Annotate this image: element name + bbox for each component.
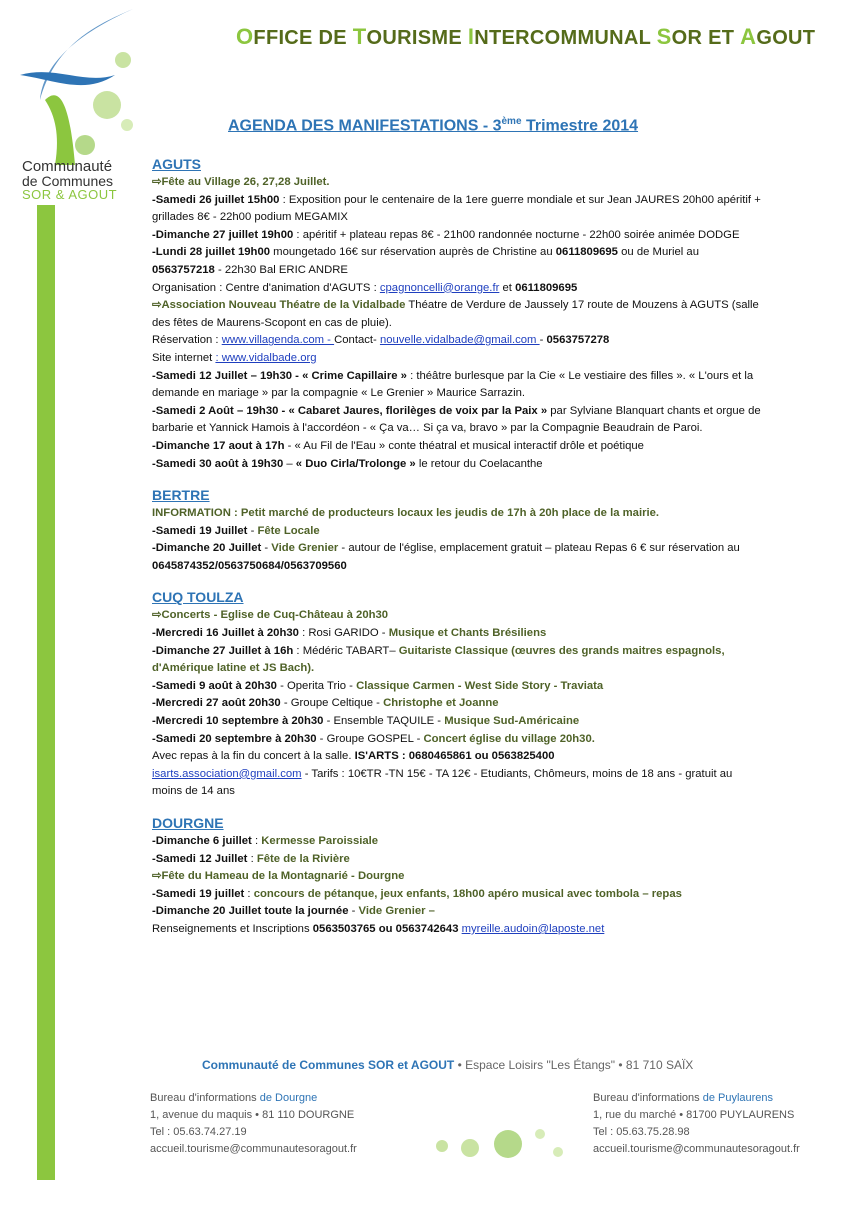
text-segment: -Samedi 12 Juillet – 19h30 - « Crime Capillaire » — [152, 369, 407, 382]
agenda-line — [152, 607, 764, 625]
agenda-sup: ème — [501, 116, 522, 127]
bureau-dourgne — [150, 1090, 357, 1158]
agenda-line — [152, 332, 764, 350]
agenda-line — [152, 748, 764, 766]
text-segment: 0563757278 — [546, 334, 610, 347]
office-title-rest: GOUT — [756, 27, 816, 49]
text-segment: 0611809695 — [555, 246, 618, 259]
text-segment: : Médéric TABART– — [293, 644, 399, 657]
text-segment: -Dimanche 20 Juillet toute la journée — [152, 905, 349, 918]
text-segment: -Dimanche 27 juillet 19h00 — [152, 228, 294, 241]
text-segment: Théatre de Verdure de Jaussely 17 route de Mouzens à AGUTS (salle des fêtes de Maurens-Scopont en cas de pluie). — [152, 299, 759, 329]
text-segment: -Samedi 19 Juillet — [152, 524, 248, 537]
text-segment: Fête Locale — [257, 524, 320, 537]
agenda-line — [152, 903, 764, 921]
text-segment: - Tarifs : 10€TR -TN 15€ - TA 12€ - Etudiants, Chômeurs, moins de 18 ans - gratuit au moins de 14 ans — [152, 767, 733, 798]
agenda-line — [152, 851, 764, 869]
agenda-content — [152, 156, 764, 953]
footer-main — [202, 1058, 693, 1072]
agenda-line — [152, 403, 764, 438]
agenda-line — [152, 921, 764, 939]
section-bertre — [152, 487, 764, 575]
office-title-initial: S — [656, 24, 672, 49]
link[interactable]: www.villagenda.com - — [221, 334, 335, 347]
text-segment: : théâtre burlesque par la Cie « Le vestiaire des filles ». « L'ours et la demande en mariage » par la compagnie « Le Grenier » Maurice Sarrazin. — [152, 369, 754, 400]
footer-circles-decoration — [432, 1122, 572, 1162]
text-segment: ⇨Concerts - Eglise de Cuq-Château à 20h30 — [152, 609, 389, 622]
text-segment: - autour de l'église, emplacement gratuit – plateau Repas 6 € sur réservation au — [338, 542, 740, 555]
text-segment: -Mercredi 27 août 20h30 — [152, 697, 281, 710]
text-segment: - — [539, 334, 547, 347]
text-segment: ou de Muriel au — [617, 246, 699, 259]
text-segment: - Groupe GOSPEL - — [316, 732, 424, 745]
bureau-puylaurens-tel: Tel : 05.63.75.28.98 — [593, 1126, 690, 1138]
text-segment: : — [244, 887, 254, 900]
office-title — [236, 24, 815, 50]
text-segment: : — [247, 852, 257, 865]
text-segment: : Rosi GARIDO - — [298, 627, 389, 640]
bureau-dourgne-email[interactable]: accueil.tourisme@communautesoragout.fr — [150, 1143, 357, 1155]
text-segment: -Dimanche 27 Juillet à 16h — [152, 644, 294, 657]
text-segment: : Exposition pour le centenaire de la 1ere guerre mondiale et sur Jean JAURES 20h00 apéritif + grillades 8€ - 22h00 podium MEGAMIX — [152, 193, 761, 224]
text-segment: : — [251, 835, 262, 847]
text-segment: ⇨Fête au Village 26, 27,28 Juillet. — [152, 176, 330, 188]
text-segment: -Lundi 28 juillet 19h00 — [152, 246, 271, 259]
agenda-line — [152, 625, 764, 643]
text-segment: -Dimanche 17 aout à 17h — [152, 439, 285, 452]
agenda-line — [152, 678, 764, 696]
agenda-line — [152, 368, 764, 403]
section-heading: BERTRE — [152, 487, 210, 504]
bureau-dourgne-place: de Dourgne — [259, 1092, 318, 1104]
agenda-line — [152, 643, 764, 678]
agenda-line — [152, 523, 764, 541]
text-segment: - Operita Trio - — [276, 679, 357, 692]
green-side-bar — [37, 205, 55, 1180]
agenda-line — [152, 540, 764, 575]
text-segment: - Groupe Celtique - — [280, 697, 384, 710]
text-segment: Kermesse Paroissiale — [261, 835, 379, 847]
section-heading: DOURGNE — [152, 815, 224, 831]
text-segment: Vide Grenier — [271, 542, 339, 555]
office-title-initial: I — [467, 24, 475, 49]
agenda-line — [152, 731, 764, 749]
text-segment: ⇨Association Nouveau Théatre de la Vidalbade — [152, 299, 406, 312]
agenda-suffix: Trimestre 2014 — [521, 117, 639, 135]
text-segment: IS'ARTS : 0680465861 ou 0563825400 — [354, 750, 555, 763]
link[interactable]: myreille.audoin@laposte.net — [461, 922, 605, 935]
text-segment: Organisation : Centre d'animation d'AGUTS : — [152, 281, 380, 294]
text-segment: -Samedi 20 septembre à 20h30 — [152, 732, 317, 745]
text-segment: 0563503765 ou 0563742643 — [312, 922, 459, 935]
logo-line-2: de Communes — [22, 173, 114, 189]
text-segment: -Samedi 9 août à 20h30 — [152, 679, 277, 692]
text-segment: - — [261, 542, 272, 555]
agenda-line — [152, 280, 764, 298]
text-segment: -Samedi 30 août à 19h30 — [152, 457, 284, 470]
agenda-line — [152, 227, 764, 245]
text-segment: Réservation : — [152, 334, 222, 347]
text-segment: INFORMATION : Petit marché de producteurs locaux les jeudis de 17h à 20h place de la mairie. — [152, 507, 660, 520]
agenda-title — [228, 116, 638, 135]
agenda-line — [152, 833, 764, 851]
text-segment: 0611809695 — [515, 281, 578, 294]
bureau-dourgne-prefix: Bureau d'informations — [150, 1092, 260, 1104]
text-segment: -Dimanche 20 Juillet — [152, 542, 262, 555]
agenda-line — [152, 886, 764, 904]
text-segment: ⇨Fête du Hameau de la Montagnarié - Dourgne — [152, 870, 405, 883]
office-title-rest: NTERCOMMUNAL — [474, 27, 657, 49]
text-segment: Site internet — [152, 351, 216, 364]
agenda-line — [152, 713, 764, 731]
text-segment: par Sylviane Blanquart chants et orgue de barbarie et Yannick Hamois à l'accordéon - « Ça va… Si ça va, bravo » par la Compagnie Beaudrain de Paroi. — [152, 404, 761, 435]
agenda-line — [152, 868, 764, 886]
text-segment: le retour du Coelacanthe — [415, 457, 543, 470]
bureau-puylaurens-address: 1, rue du marché • 81700 PUYLAURENS — [593, 1109, 795, 1121]
text-segment: - — [247, 524, 258, 537]
text-segment: 0563757218 — [152, 263, 215, 276]
section-dourgne — [152, 815, 764, 939]
office-title-initial: O — [236, 24, 254, 49]
text-segment: -Samedi 26 juillet 15h00 — [152, 193, 280, 206]
text-segment: Contact- — [334, 334, 380, 347]
logo-graphic — [15, 5, 140, 165]
office-title-initial: T — [352, 24, 367, 49]
agenda-line — [152, 766, 764, 801]
agenda-line — [152, 244, 764, 279]
bureau-dourgne-tel: Tel : 05.63.74.27.19 — [150, 1126, 247, 1138]
text-segment: -Samedi 19 juillet — [152, 887, 245, 900]
logo-line-3: SOR & AGOUT — [22, 187, 118, 202]
text-segment: -Mercredi 10 septembre à 20h30 — [152, 715, 324, 728]
logo-line-1: Communauté — [22, 158, 113, 175]
text-segment: Guitariste Classique (œuvres des grands maitres espagnols, d'Amérique latine et JS Bach). — [152, 644, 725, 675]
agenda-line — [152, 505, 764, 523]
office-title-rest: OURISME — [366, 27, 468, 49]
text-segment: - « Au Fil de l'Eau » conte théatral et musical interactif drôle et poétique — [284, 439, 644, 452]
text-segment: Fête de la Rivière — [256, 852, 350, 865]
text-segment: -Samedi 12 Juillet — [152, 852, 248, 865]
agenda-line — [152, 297, 764, 332]
text-segment: Classique Carmen - West Side Story - Traviata — [356, 679, 604, 692]
office-title-initial: A — [740, 24, 757, 49]
agenda-line — [152, 438, 764, 456]
text-segment: - Ensemble TAQUILE - — [323, 715, 445, 728]
text-segment: et — [499, 281, 516, 294]
section-aguts — [152, 156, 764, 473]
bureau-dourgne-address: 1, avenue du maquis • 81 110 DOURGNE — [150, 1109, 355, 1121]
text-segment: -Dimanche 6 juillet — [152, 835, 252, 847]
agenda-line — [152, 192, 764, 227]
text-segment: Concert église du village 20h30. — [423, 732, 595, 745]
section-heading: AGUTS — [152, 156, 201, 172]
bureau-puylaurens-email[interactable]: accueil.tourisme@communautesoragout.fr — [593, 1143, 800, 1155]
footer-org: Communauté de Communes SOR et AGOUT — [202, 1058, 455, 1072]
text-segment: moungetado 16€ sur réservation auprès de Christine au — [270, 246, 556, 259]
text-segment: Musique Sud-Américaine — [444, 715, 580, 728]
link[interactable]: nouvelle.vidalbade@gmail.com — [379, 334, 540, 347]
agenda-line — [152, 695, 764, 713]
text-segment: Renseignements et Inscriptions — [152, 922, 313, 935]
text-segment: - 22h30 Bal ERIC ANDRE — [214, 263, 348, 276]
link[interactable]: isarts.association@gmail.com — [152, 767, 302, 780]
bureau-puylaurens-prefix: Bureau d'informations — [593, 1092, 703, 1104]
text-segment: Vide Grenier – — [358, 905, 435, 918]
text-segment: - — [348, 905, 359, 918]
text-segment: -Mercredi 16 Juillet à 20h30 — [152, 627, 299, 640]
agenda-prefix: AGENDA DES MANIFESTATIONS - 3 — [228, 117, 502, 135]
agenda-line — [152, 350, 764, 368]
section-cuq-toulza — [152, 589, 764, 801]
text-segment: Musique et Chants Brésiliens — [388, 627, 547, 640]
logo-text — [22, 160, 142, 202]
text-segment: -Samedi 2 Août – 19h30 - « Cabaret Jaures, florilèges de voix par la Paix » — [152, 404, 548, 417]
footer-address: • Espace Loisirs "Les Étangs" • 81 710 SAÏX — [454, 1058, 694, 1072]
office-title-rest: FFICE DE — [253, 27, 353, 49]
text-segment: – — [283, 457, 296, 470]
office-title-rest: OR ET — [671, 27, 741, 49]
text-segment: concours de pétanque, jeux enfants, 18h00 apéro musical avec tombola – repas — [253, 887, 682, 900]
link[interactable]: cpagnoncelli@orange.fr — [379, 281, 500, 294]
text-segment: Christophe et Joanne — [383, 697, 499, 710]
text-segment: « Duo Cirla/Trolonge » — [295, 457, 416, 470]
agenda-line — [152, 456, 764, 474]
text-segment: Avec repas à la fin du concert à la salle. — [152, 750, 355, 763]
link[interactable]: : www.vidalbade.org — [215, 351, 317, 364]
section-heading: CUQ TOULZA — [152, 589, 244, 606]
text-segment: 0645874352/0563750684/0563709560 — [152, 559, 347, 572]
bureau-puylaurens-place: de Puylaurens — [702, 1092, 774, 1104]
agenda-line — [152, 174, 764, 192]
text-segment: : apéritif + plateau repas 8€ - 21h00 randonnée nocturne - 22h00 soirée animée DODGE — [293, 228, 740, 241]
bureau-puylaurens — [593, 1090, 800, 1158]
